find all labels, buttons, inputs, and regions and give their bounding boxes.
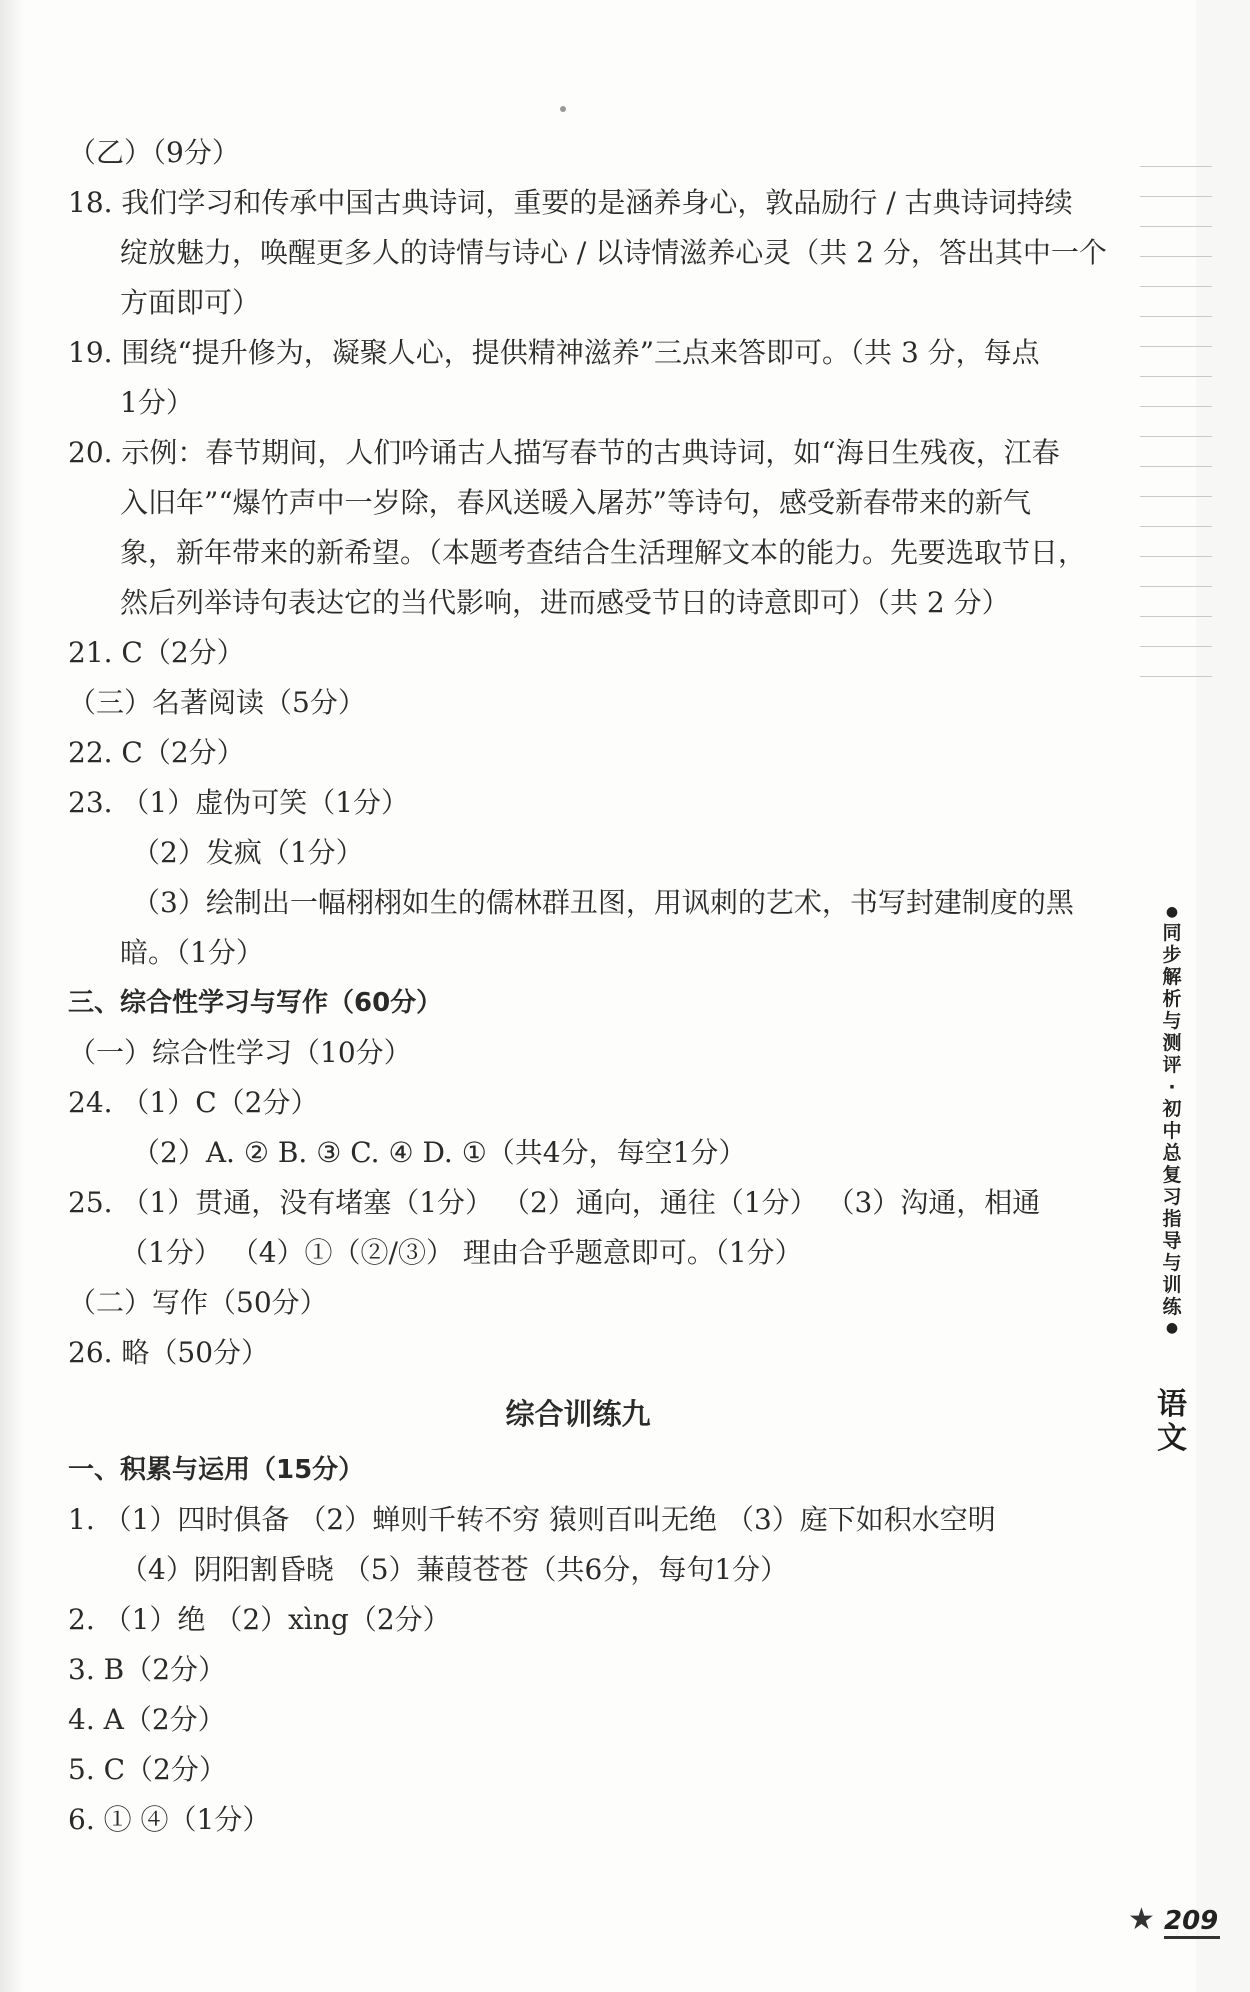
star-icon: ★ <box>1128 1902 1155 1937</box>
answer-line: （三）名著阅读（5分） <box>68 686 366 719</box>
answer-line: （2）发疯（1分） <box>132 836 364 869</box>
answer-line: （2）A. ② B. ③ C. ④ D. ①（共4分，每空1分） <box>132 1136 747 1169</box>
book-title-char: 指 <box>1162 1208 1182 1230</box>
subject-char: 语 <box>1157 1387 1187 1422</box>
book-title-char: 解 <box>1162 966 1182 988</box>
answer-line: （二）写作（50分） <box>68 1286 328 1319</box>
page-number-text: 209 <box>1164 1906 1219 1936</box>
answer-line: 19. 围绕“提升修为，凝聚人心，提供精神滋养”三点来答即可。（共 3 分，每点 <box>68 336 1040 369</box>
answer-line: （3）绘制出一幅栩栩如生的儒林群丑图，用讽刺的艺术，书写封建制度的黑 <box>132 886 1074 919</box>
section-heading: 一、积累与运用（15分） <box>68 1455 365 1485</box>
answer-line: 24. （1）C（2分） <box>68 1086 319 1119</box>
book-title-vertical <box>1158 902 1186 1338</box>
book-title-char: 复 <box>1162 1164 1182 1186</box>
answer-line: （1分） （4）①（②/③） 理由合乎题意即可。（1分） <box>120 1236 803 1269</box>
answer-line: 26. 略（50分） <box>68 1336 270 1369</box>
bullet-dot-top: ● <box>1165 904 1179 920</box>
answer-line: 23. （1）虚伪可笑（1分） <box>68 786 410 819</box>
answer-line: 象，新年带来的新希望。（本题考查结合生活理解文本的能力。先要选取节日， <box>120 536 1087 569</box>
answer-line: 5. C（2分） <box>68 1753 227 1786</box>
book-title-char: 析 <box>1162 988 1182 1010</box>
book-title-char: 与 <box>1162 1010 1182 1032</box>
page-number-underline <box>1164 1936 1220 1939</box>
answer-line: （一）综合性学习（10分） <box>68 1036 412 1069</box>
book-title-char: 习 <box>1162 1186 1182 1208</box>
answer-line: 暗。（1分） <box>120 936 264 969</box>
answer-line: 18. 我们学习和传承中国古典诗词，重要的是涵养身心，敦品励行 / 古典诗词持续 <box>68 186 1073 219</box>
answer-line: （乙）（9分） <box>68 136 240 169</box>
book-title-char: · <box>1168 1076 1176 1098</box>
answers-block-2 <box>68 1445 1088 1845</box>
answer-line: 2. （1）绝 （2）xìng（2分） <box>68 1603 451 1636</box>
book-title-char: 训 <box>1162 1274 1182 1296</box>
answers-block-1 <box>68 128 1107 1378</box>
book-title-char: 练 <box>1162 1296 1182 1318</box>
subject-label <box>1152 1388 1192 1456</box>
book-title-char: 中 <box>1162 1120 1182 1142</box>
answer-line: 25. （1）贯通，没有堵塞（1分） （2）通向，通往（1分） （3）沟通，相通 <box>68 1186 1041 1219</box>
page-number <box>1128 1900 1218 1940</box>
answer-line: 22. C（2分） <box>68 736 245 769</box>
book-title-char: 步 <box>1162 944 1182 966</box>
page-shadow <box>0 0 24 1992</box>
answer-line: 20. 示例：春节期间，人们吟诵古人描写春节的古典诗词，如“海日生残夜，江春 <box>68 436 1060 469</box>
section-heading: 三、综合性学习与写作（60分） <box>68 988 443 1018</box>
book-title-char: 同 <box>1162 922 1182 944</box>
answer-line: 绽放魅力，唤醒更多人的诗情与诗心 / 以诗情滋养心灵（共 2 分，答出其中一个 <box>120 236 1107 269</box>
answer-line: 然后列举诗句表达它的当代影响，进而感受节日的诗意即可）（共 2 分） <box>120 586 1010 619</box>
book-title-char: 导 <box>1162 1230 1182 1252</box>
print-speck <box>560 106 566 112</box>
book-title-char: 总 <box>1162 1142 1182 1164</box>
answer-line: 21. C（2分） <box>68 636 245 669</box>
answer-line: 1分） <box>120 386 194 419</box>
book-title-char: 初 <box>1162 1098 1182 1120</box>
answer-line: 4. A（2分） <box>68 1703 226 1736</box>
answer-line: 入旧年”“爆竹声中一岁除，春风送暖入屠苏”等诗句，感受新春带来的新气 <box>120 486 1031 519</box>
answer-content <box>68 128 1107 1845</box>
answer-line: 方面即可） <box>120 286 261 319</box>
book-title-char: 与 <box>1162 1252 1182 1274</box>
answer-line: 6. ① ④（1分） <box>68 1803 271 1836</box>
answer-line: 3. B（2分） <box>68 1653 227 1686</box>
subject-char: 文 <box>1157 1421 1187 1456</box>
book-title-char: 评 <box>1162 1054 1182 1076</box>
section-title: 综合训练九 <box>505 1397 651 1431</box>
book-title-char: 测 <box>1162 1032 1182 1054</box>
answer-line: （4）阴阳割昏晓 （5）蒹葭苍苍（共6分，每句1分） <box>120 1553 789 1586</box>
note-rules <box>1140 166 1212 706</box>
answer-line: 1. （1）四时俱备 （2）蝉则千转不穷 猿则百叫无绝 （3）庭下如积水空明 <box>68 1503 996 1536</box>
bullet-dot-bottom: ● <box>1165 1320 1179 1336</box>
